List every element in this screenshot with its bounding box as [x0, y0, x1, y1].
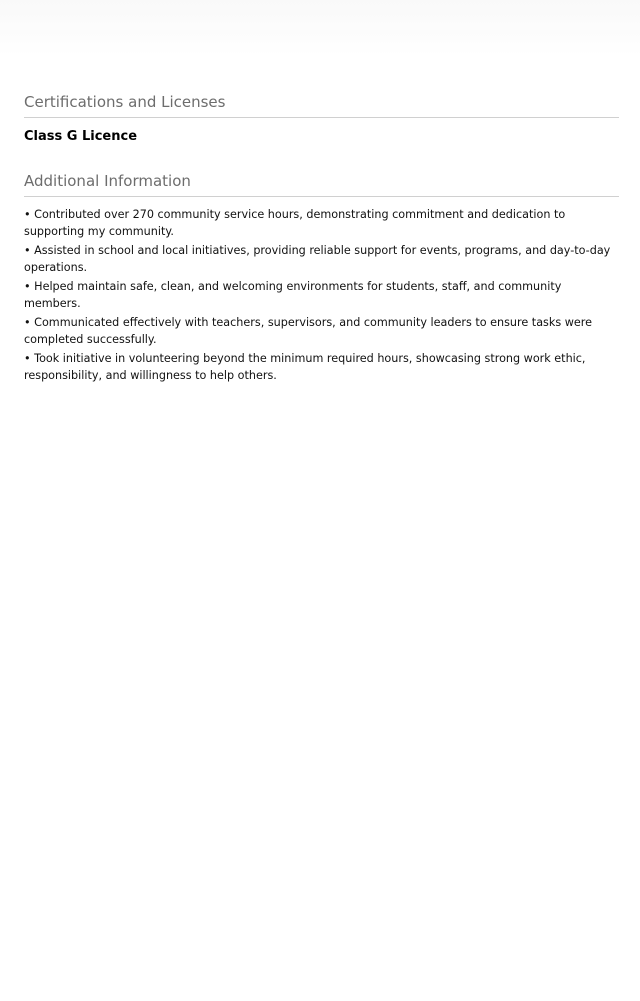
additional-information-section — [24, 171, 619, 384]
certifications-heading: Certifications and Licenses — [24, 92, 619, 118]
certifications-section — [24, 92, 619, 145]
resume-page — [24, 92, 619, 387]
page-top-band — [0, 0, 640, 56]
list-item: • Contributed over 270 community service hours, demonstrating commitment and dedication to supporting my community. — [24, 208, 566, 238]
list-item: • Helped maintain safe, clean, and welcoming environments for students, staff, and community members. — [24, 280, 562, 310]
additional-information-list — [24, 207, 619, 384]
list-item: • Communicated effectively with teachers, supervisors, and community leaders to ensure tasks were completed successfully. — [24, 316, 593, 346]
list-item: • Took initiative in volunteering beyond the minimum required hours, showcasing strong work ethic, responsibility, and willingness to help others. — [24, 352, 586, 382]
list-item: • Assisted in school and local initiatives, providing reliable support for events, programs, and day-to-day operations. — [24, 244, 611, 274]
additional-information-heading: Additional Information — [24, 171, 619, 197]
certification-item: Class G Licence — [24, 129, 138, 144]
